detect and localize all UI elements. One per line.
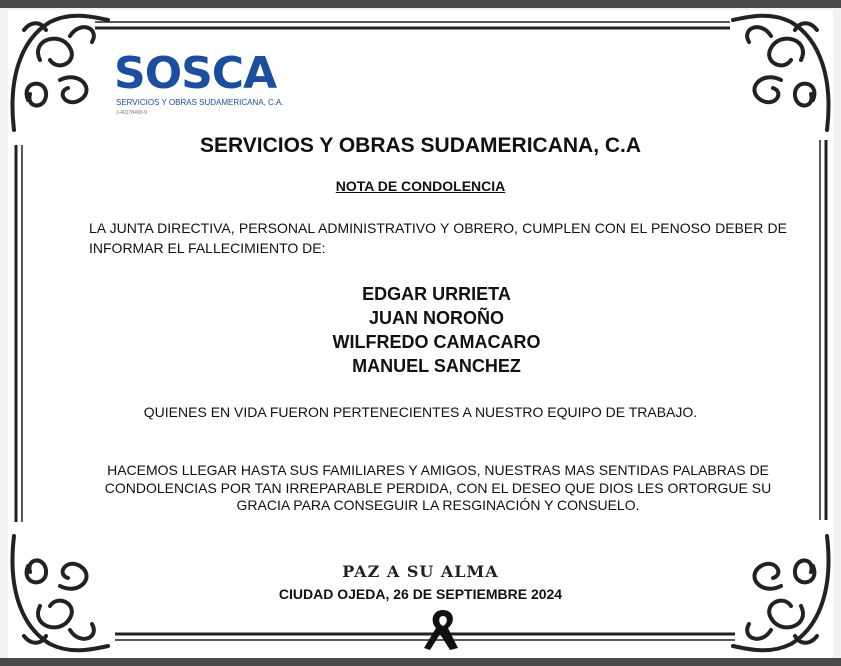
bottom-bar (0, 658, 841, 666)
company-title: SERVICIOS Y OBRAS SUDAMERICANA, C.A (199, 134, 642, 157)
closing-paragraph: HACEMOS LLEGAR HASTA SUS FAMILIARES Y AMIGOS, NUESTRAS MAS SENTIDAS PALABRAS DE CONDOLENCIAS POR TAN IRREPARABLE PERDIDA, CON EL DESEO QUE DIOS LES ORTORGUE SU GRACIA PARA CONSEGUIR LA RESGINACIÓN Y CONSUELO. (104, 462, 772, 513)
mourning-ribbon-icon (418, 606, 468, 652)
intro-paragraph: LA JUNTA DIRECTIVA, PERSONAL ADMINISTRATIVO Y OBRERO, CUMPLEN CON EL PENOSO DEBER DE INFORMAR EL FALLECIMIENTO DE: (89, 220, 787, 256)
deceased-name: WILFREDO CAMACARO (332, 332, 541, 352)
note-title: NOTA DE CONDOLENCIA (335, 178, 506, 194)
place-date: CIUDAD OJEDA, 26 DE SEPTIEMBRE 2024 (278, 586, 563, 602)
deceased-list (0, 282, 841, 378)
logo-rif: J-40178490-9 (116, 110, 147, 116)
deceased-name: MANUEL SANCHEZ (352, 356, 521, 376)
deceased-name: JUAN NOROÑO (368, 308, 504, 328)
farewell-text: PAZ A SU ALMA (342, 562, 499, 581)
company-logo (110, 48, 302, 120)
deceased-name: EDGAR URRIETA (362, 284, 511, 304)
logo-wordmark: SOSCA (114, 48, 277, 99)
workers-line: QUIENES EN VIDA FUERON PERTENECIENTES A NUESTRO EQUIPO DE TRABAJO. (143, 404, 698, 420)
ornamental-corner-icon (13, 16, 109, 130)
logo-subtitle: SERVICIOS Y OBRAS SUDAMERICANA, C.A. (116, 98, 284, 107)
ornamental-corner-icon (733, 16, 829, 130)
